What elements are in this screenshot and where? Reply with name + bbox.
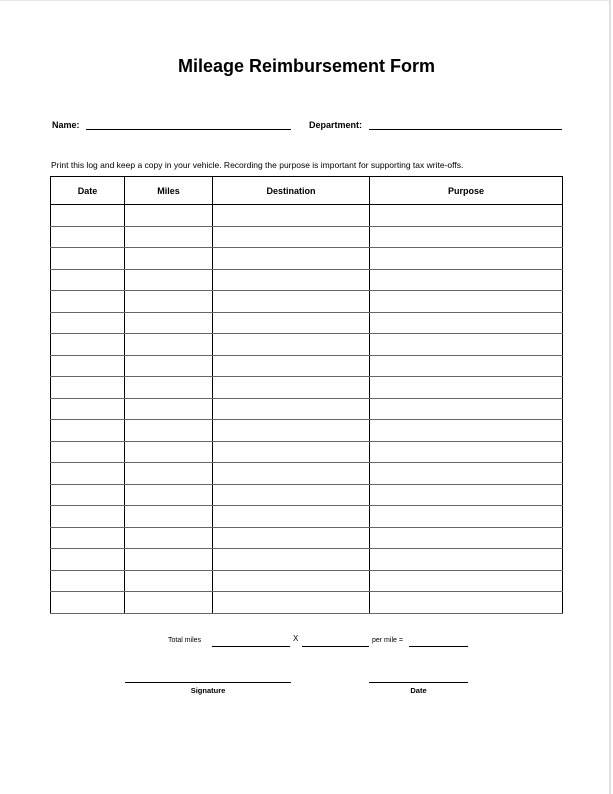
cell-purpose[interactable]: [370, 484, 563, 506]
per-mile-label: per mile =: [372, 637, 403, 644]
cell-destination[interactable]: [213, 484, 370, 506]
reimbursement-total-field[interactable]: [409, 646, 468, 647]
column-header-date: Date: [51, 177, 125, 205]
cell-date[interactable]: [51, 592, 125, 614]
cell-miles[interactable]: [125, 269, 213, 291]
table-row: [51, 248, 563, 270]
table-row: [51, 549, 563, 571]
cell-miles[interactable]: [125, 441, 213, 463]
table-row: [51, 312, 563, 334]
cell-purpose[interactable]: [370, 334, 563, 356]
cell-destination[interactable]: [213, 312, 370, 334]
department-label: Department:: [309, 120, 363, 130]
cell-purpose[interactable]: [370, 420, 563, 442]
cell-date[interactable]: [51, 248, 125, 270]
cell-miles[interactable]: [125, 527, 213, 549]
table-row: [51, 527, 563, 549]
table-row: [51, 226, 563, 248]
page-title: Mileage Reimbursement Form: [177, 56, 436, 76]
cell-purpose[interactable]: [370, 570, 563, 592]
cell-miles[interactable]: [125, 226, 213, 248]
cell-destination[interactable]: [213, 463, 370, 485]
cell-miles[interactable]: [125, 355, 213, 377]
cell-destination[interactable]: [213, 355, 370, 377]
instructions-note: Print this log and keep a copy in your vehicle. Recording the purpose is important for supporting tax write-offs.: [51, 160, 464, 170]
cell-miles[interactable]: [125, 463, 213, 485]
table-row: [51, 463, 563, 485]
cell-purpose[interactable]: [370, 549, 563, 571]
cell-purpose[interactable]: [370, 527, 563, 549]
cell-miles[interactable]: [125, 506, 213, 528]
total-miles-field[interactable]: [212, 646, 290, 647]
cell-date[interactable]: [51, 527, 125, 549]
table-row: [51, 398, 563, 420]
cell-date[interactable]: [51, 506, 125, 528]
cell-purpose[interactable]: [370, 312, 563, 334]
cell-purpose[interactable]: [370, 269, 563, 291]
cell-miles[interactable]: [125, 291, 213, 313]
name-field[interactable]: [86, 129, 291, 130]
cell-miles[interactable]: [125, 377, 213, 399]
cell-destination[interactable]: [213, 334, 370, 356]
cell-miles[interactable]: [125, 570, 213, 592]
cell-purpose[interactable]: [370, 205, 563, 227]
cell-date[interactable]: [51, 463, 125, 485]
signature-date-label: Date: [410, 686, 427, 695]
cell-date[interactable]: [51, 398, 125, 420]
cell-date[interactable]: [51, 420, 125, 442]
cell-destination[interactable]: [213, 420, 370, 442]
table-row: [51, 205, 563, 227]
multiply-sign: X: [293, 634, 299, 643]
rate-field[interactable]: [302, 646, 369, 647]
cell-destination[interactable]: [213, 205, 370, 227]
cell-purpose[interactable]: [370, 248, 563, 270]
cell-miles[interactable]: [125, 312, 213, 334]
name-label: Name:: [52, 120, 80, 130]
total-miles-label: Total miles: [168, 637, 202, 644]
table-row: [51, 291, 563, 313]
table-row: [51, 441, 563, 463]
table-row: [51, 355, 563, 377]
cell-purpose[interactable]: [370, 592, 563, 614]
cell-purpose[interactable]: [370, 506, 563, 528]
mileage-log-table: [50, 176, 563, 614]
signature-label: Signature: [190, 686, 226, 695]
cell-destination[interactable]: [213, 570, 370, 592]
cell-date[interactable]: [51, 226, 125, 248]
cell-date[interactable]: [51, 484, 125, 506]
cell-purpose[interactable]: [370, 441, 563, 463]
signature-date-field[interactable]: [369, 682, 468, 683]
cell-destination[interactable]: [213, 291, 370, 313]
cell-miles[interactable]: [125, 592, 213, 614]
cell-miles[interactable]: [125, 549, 213, 571]
table-row: [51, 484, 563, 506]
cell-purpose[interactable]: [370, 377, 563, 399]
cell-date[interactable]: [51, 441, 125, 463]
cell-date[interactable]: [51, 312, 125, 334]
cell-destination[interactable]: [213, 592, 370, 614]
cell-destination[interactable]: [213, 506, 370, 528]
cell-date[interactable]: [51, 205, 125, 227]
cell-destination[interactable]: [213, 226, 370, 248]
table-row: [51, 592, 563, 614]
table-row: [51, 269, 563, 291]
cell-miles[interactable]: [125, 334, 213, 356]
cell-miles[interactable]: [125, 420, 213, 442]
cell-miles[interactable]: [125, 398, 213, 420]
cell-purpose[interactable]: [370, 355, 563, 377]
cell-purpose[interactable]: [370, 398, 563, 420]
column-header-miles: Miles: [125, 177, 213, 205]
table-row: [51, 377, 563, 399]
column-header-destination: Destination: [213, 177, 370, 205]
cell-date[interactable]: [51, 355, 125, 377]
column-header-purpose: Purpose: [370, 177, 563, 205]
cell-destination[interactable]: [213, 549, 370, 571]
table-row: [51, 420, 563, 442]
cell-purpose[interactable]: [370, 291, 563, 313]
cell-miles[interactable]: [125, 484, 213, 506]
cell-purpose[interactable]: [370, 463, 563, 485]
table-row: [51, 506, 563, 528]
signature-field[interactable]: [125, 682, 291, 683]
cell-destination[interactable]: [213, 441, 370, 463]
table-row: [51, 334, 563, 356]
cell-date[interactable]: [51, 377, 125, 399]
table-row: [51, 570, 563, 592]
cell-date[interactable]: [51, 269, 125, 291]
cell-date[interactable]: [51, 291, 125, 313]
cell-date[interactable]: [51, 549, 125, 571]
table-header-row: [51, 177, 563, 205]
cell-date[interactable]: [51, 570, 125, 592]
department-field[interactable]: [369, 129, 562, 130]
cell-destination[interactable]: [213, 269, 370, 291]
cell-miles[interactable]: [125, 248, 213, 270]
cell-destination[interactable]: [213, 248, 370, 270]
cell-purpose[interactable]: [370, 226, 563, 248]
cell-destination[interactable]: [213, 377, 370, 399]
cell-destination[interactable]: [213, 398, 370, 420]
cell-date[interactable]: [51, 334, 125, 356]
cell-destination[interactable]: [213, 527, 370, 549]
cell-miles[interactable]: [125, 205, 213, 227]
